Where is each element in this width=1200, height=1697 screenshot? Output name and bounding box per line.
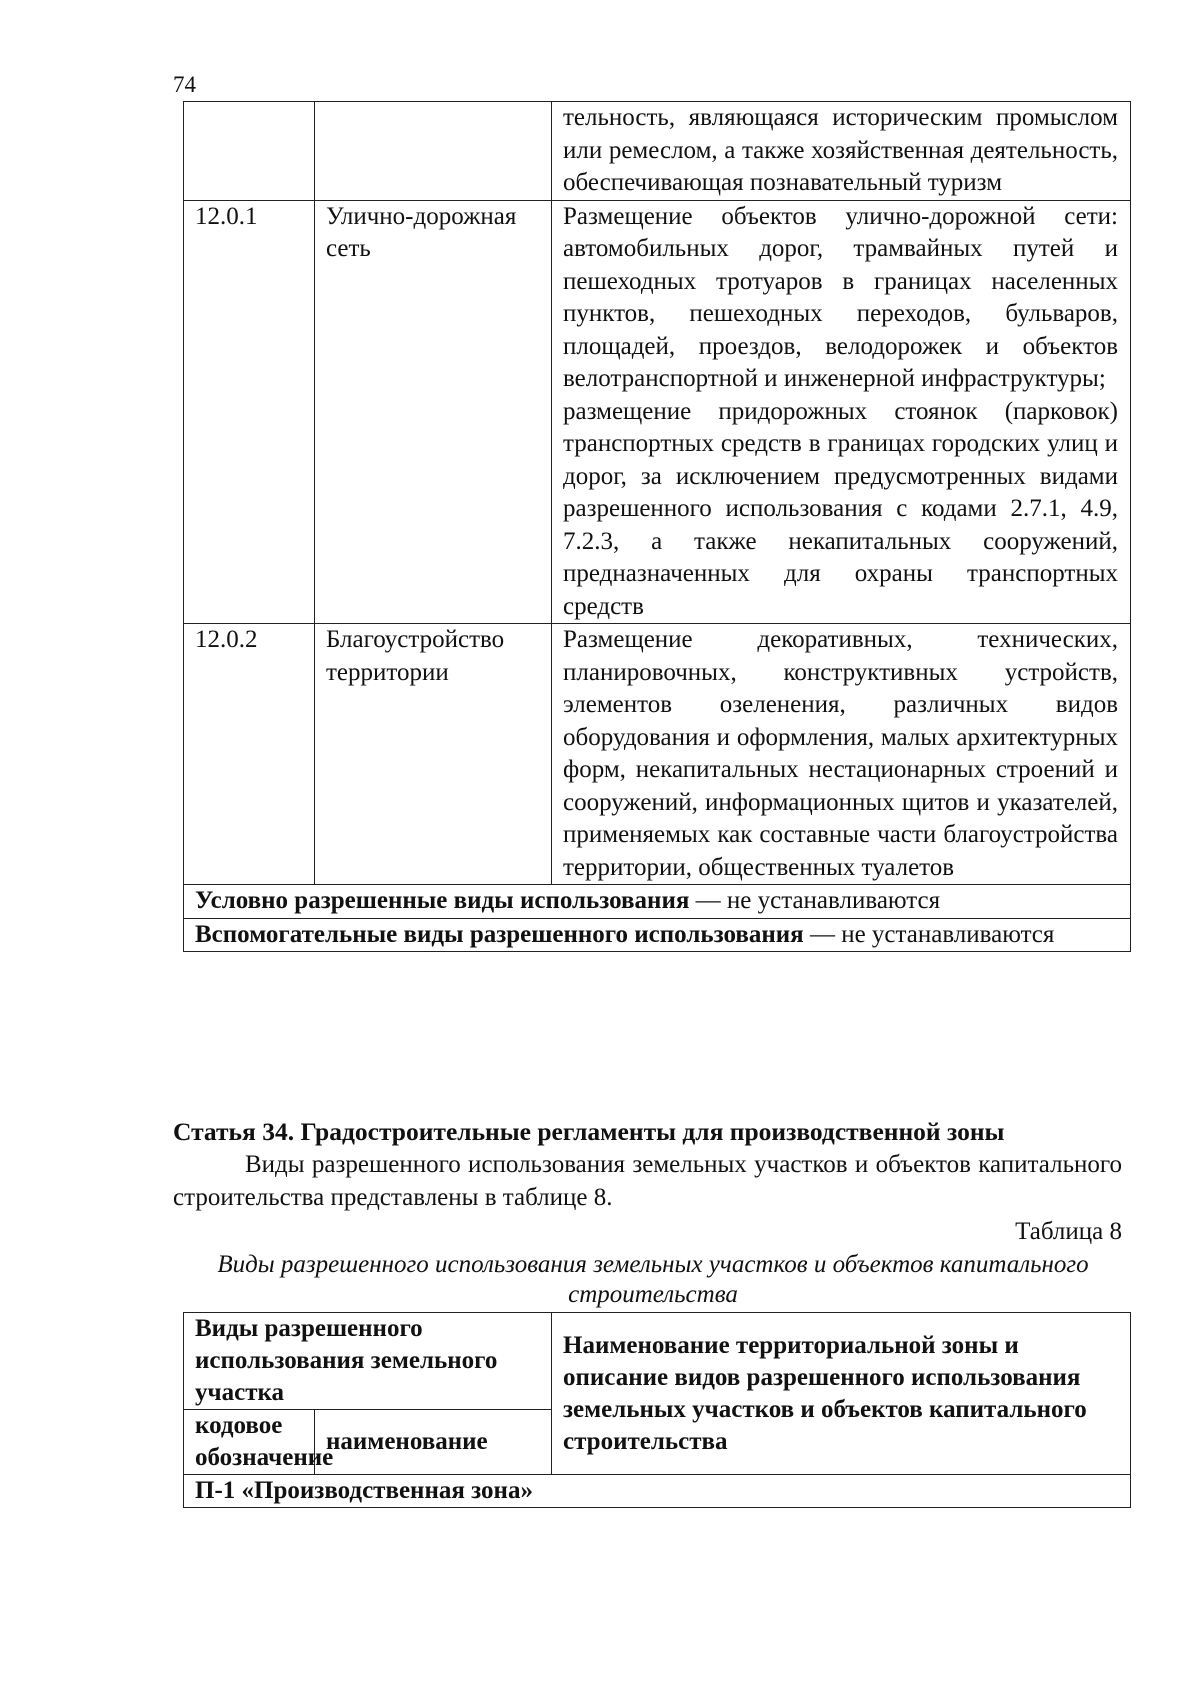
code-cell: 12.0.2: [184, 624, 315, 885]
description-cell: [552, 200, 1131, 624]
table-caption: Виды разрешенного использования земельных участков и объектов капитального строительства: [217, 1251, 1089, 1308]
table-label: Таблица 8: [1015, 1218, 1122, 1245]
page-number: 74: [173, 72, 196, 97]
header-code-cell: кодовое обозначение: [184, 1410, 315, 1475]
auxiliary-uses-label: Вспомогательные виды разрешенного использования: [195, 920, 804, 948]
conditional-uses-value: — не устанавливаются: [689, 887, 941, 914]
description-paragraph: Размещение объектов улично-дорожной сети: автомобильных дорог, трамвайных путей и пешеходных тротуаров в границах населенных пунктов, пешеходных переходов, бульваров, площадей, проездов, велодорожек и объектов велотранспортной и инженерной инфраструктуры;: [563, 202, 1118, 392]
auxiliary-uses-value: — не устанавливаются: [803, 920, 1055, 948]
zone-row: [184, 1475, 1131, 1508]
conditional-uses-cell: [184, 885, 1131, 919]
auxiliary-uses-row: [184, 918, 1131, 952]
description-paragraph: размещение придорожных стоянок (парковок) транспортных средств в границах городских улиц и дорог, за исключением предусмотренных видами разрешенного использования с кодами 2.7.1, 4.9, 7.2.3, а также некапитальных сооружений, предназначенных для охраны транспортных средств: [563, 397, 1118, 620]
table-row: [184, 200, 1131, 624]
name-cell: Улично-дорожная сеть: [315, 200, 552, 624]
description-cell: Размещение декоративных, технических, планировочных, конструктивных устройств, элементов озеленения, различных видов оборудования и оформления, малых архитектурных форм, некапитальных нестационарных строений и сооружений, информационных щитов и указателей, применяемых как составные части благоустройства территории, общественных туалетов: [552, 624, 1131, 885]
table-row: [184, 102, 1131, 201]
header-group-cell: Виды разрешенного использования земельного участка: [184, 1313, 552, 1410]
article-intro: Виды разрешенного использования земельных участков и объектов капитального строительства представлены в таблице 8.: [173, 1151, 1122, 1211]
table-header-row: [184, 1313, 1131, 1410]
permitted-use-table-continued: [183, 101, 1131, 952]
header-name-cell: наименование: [315, 1410, 552, 1475]
zone-cell: П-1 «Производственная зона»: [184, 1475, 1131, 1508]
code-cell: [184, 102, 315, 201]
description-cell: тельность, являющаяся историческим промыслом или ремеслом, а также хозяйственная деятельность, обеспечивающая познавательный туризм: [552, 102, 1131, 201]
header-description-cell: Наименование территориальной зоны и описание видов разрешенного использования земельных участков и объектов капитального строительства: [552, 1313, 1131, 1475]
table-row: [184, 624, 1131, 885]
auxiliary-uses-cell: [184, 918, 1131, 952]
conditional-uses-row: [184, 885, 1131, 919]
article-heading: Статья 34. Градостроительные регламенты для производственной зоны: [173, 1117, 1005, 1146]
conditional-uses-label: Условно разрешенные виды использования: [195, 887, 690, 914]
name-cell: Благоустройство территории: [315, 624, 552, 885]
table-8: [183, 1312, 1131, 1508]
code-cell: 12.0.1: [184, 200, 315, 624]
name-cell: [315, 102, 552, 201]
